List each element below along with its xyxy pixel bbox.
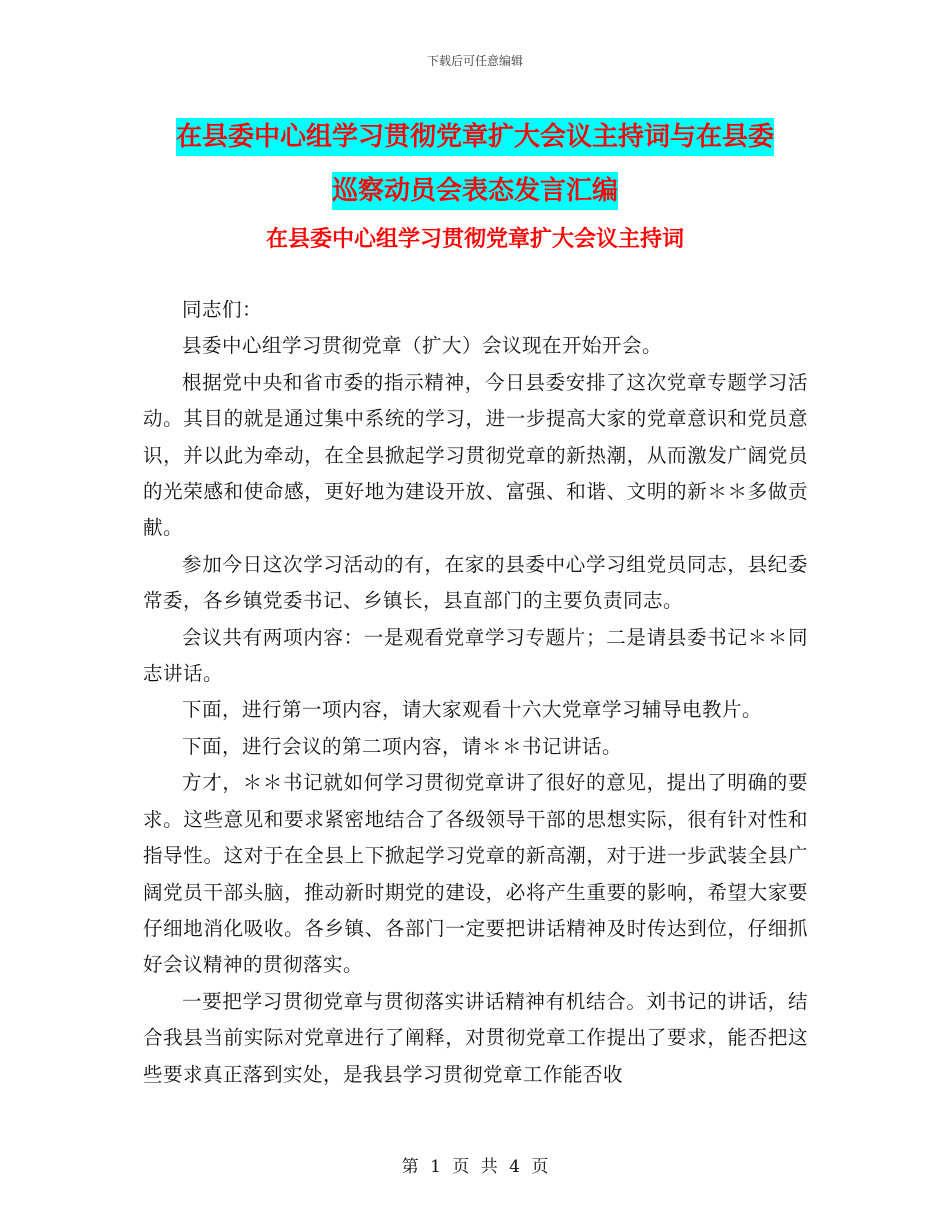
paragraph: 一要把学习贯彻党章与贯彻落实讲话精神有机结合。刘书记的讲话，结合我县当前实际对党章进行了阐释，对贯彻党章工作提出了要求，能否把这些要求真正落到实处，是我县学习贯彻党章工作能否收 bbox=[143, 989, 808, 1086]
section-title: 在县委中心组学习贯彻党章扩大会议主持词 bbox=[265, 227, 684, 252]
paragraph: 下面，进行会议的第二项内容，请＊＊书记讲话。 bbox=[182, 734, 623, 758]
document-title bbox=[140, 110, 810, 218]
page-number: 第 1 页 共 4 页 bbox=[401, 1157, 549, 1177]
page-header-note: 下载后可任意编辑 bbox=[426, 54, 523, 68]
paragraph: 下面，进行第一项内容，请大家观看十六大党章学习辅导电教片。 bbox=[182, 698, 763, 722]
document-title-line-2: 巡察动员会表态发言汇编 bbox=[332, 172, 618, 210]
paragraph: 会议共有两项内容：一是观看党章学习专题片；二是请县委书记＊＊同志讲话。 bbox=[143, 625, 808, 686]
document-title-line-1: 在县委中心组学习贯彻党章扩大会议主持词与在县委 bbox=[176, 118, 774, 156]
paragraph: 参加今日这次学习活动的有，在家的县委中心学习组党员同志，县纪委常委，各乡镇党委书记、乡镇长，县直部门的主要负责同志。 bbox=[143, 552, 808, 613]
document-body bbox=[143, 292, 808, 1093]
paragraph-greeting: 同志们： bbox=[182, 298, 263, 321]
paragraph: 根据党中央和省市委的指示精神，今日县委安排了这次党章专题学习活动。其目的就是通过集中系统的学习，进一步提高大家的党章意识和党员意识，并以此为牵动，在全县掀起学习贯彻党章的新热潮，从而激发广阔党员的光荣感和使命感，更好地为建设开放、富强、和谐、文明的新＊＊多做贡献。 bbox=[143, 370, 808, 540]
paragraph: 县委中心组学习贯彻党章（扩大）会议现在开始开会。 bbox=[182, 334, 663, 358]
paragraph: 方才，＊＊书记就如何学习贯彻党章讲了很好的意见，提出了明确的要求。这些意见和要求紧密地结合了各级领导干部的思想实际，很有针对性和指导性。这对于在全县上下掀起学习党章的新高潮，对于进一步武装全县广阔党员干部头脑，推动新时期党的建设，必将产生重要的影响，希望大家要仔细地消化吸收。各乡镇、各部门一定要把讲话精神及时传达到位，仔细抓好会议精神的贯彻落实。 bbox=[143, 771, 808, 977]
